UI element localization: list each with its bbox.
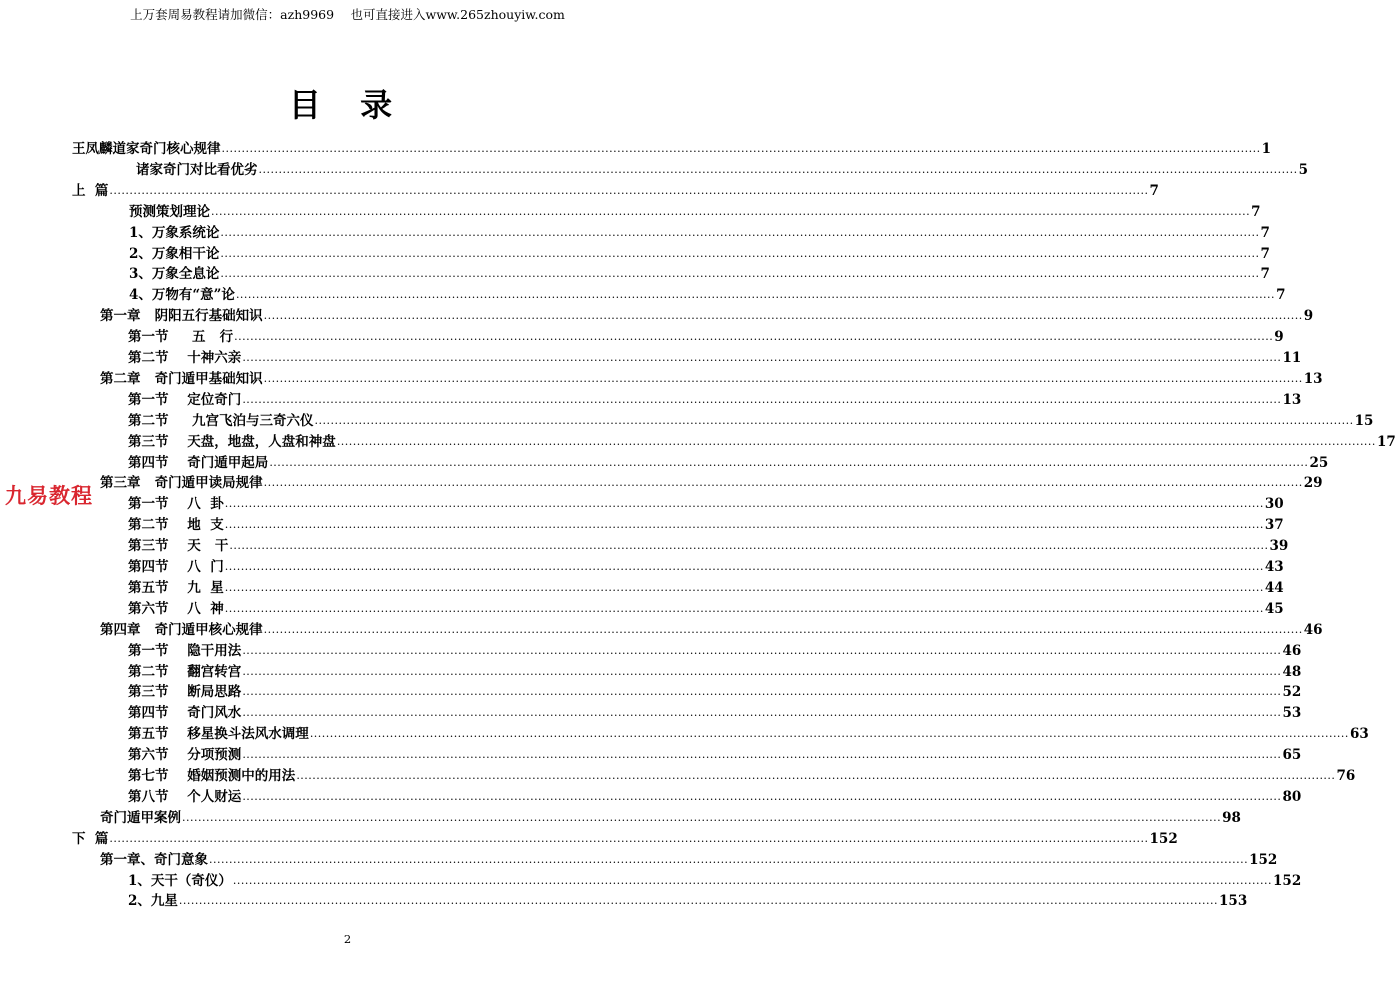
toc-entry-label: 第一节 五 行 [128, 329, 234, 346]
toc-entry-label: 第二节 十神六亲 [128, 350, 242, 366]
toc-entry-page: 44 [1264, 579, 1284, 596]
toc-entry[interactable] [128, 679, 1302, 701]
toc-entry-page: 7 [1251, 203, 1261, 220]
toc-entry[interactable] [128, 868, 1302, 889]
toc-entry-label: 第四节 八 门 [128, 559, 224, 575]
toc-leader-dots: .................................................................................................................................................................................................................................................................... [336, 434, 1376, 448]
page-title: 目 录 [288, 86, 407, 124]
toc-entry-page: 37 [1264, 517, 1284, 534]
toc-entry-page: 152 [1273, 872, 1302, 889]
toc-entry[interactable] [100, 470, 1323, 492]
toc-entry-label: 第八节 个人财运 [128, 788, 242, 805]
toc-entry-page: 7 [1260, 224, 1270, 241]
toc-entry-page: 45 [1264, 600, 1284, 617]
toc-entry[interactable] [72, 826, 1178, 847]
toc-entry-page: 7 [1260, 245, 1270, 262]
toc-entry[interactable] [100, 847, 1278, 868]
toc-entry[interactable] [128, 450, 1329, 471]
toc-entry-label: 第三章 奇门遁甲读局规律 [100, 475, 263, 492]
toc-entry-page: 52 [1282, 684, 1302, 701]
toc-entry[interactable] [129, 261, 1270, 283]
toc-entry[interactable] [128, 659, 1302, 680]
toc-entry-label: 第五节 移星换斗法风水调理 [128, 726, 309, 743]
toc-leader-dots: .................................................................................................................................................................................................................................................................... [234, 330, 1274, 344]
toc-entry-page: 48 [1282, 663, 1302, 680]
toc-entry[interactable] [100, 366, 1323, 387]
toc-entry-label: 第二节 翻宫转宫 [128, 663, 242, 680]
page-header: 上万套周易教程请加微信：azh9969 也可直接进入www.265zhouyiw.com [130, 7, 565, 22]
toc-entry[interactable] [100, 303, 1314, 325]
toc-entry-label: 2、九星 [128, 893, 178, 910]
toc-entry-label: 第四章 奇门遁甲核心规律 [100, 621, 263, 638]
toc-leader-dots: .................................................................................................................................................................................................................................................................... [224, 580, 1264, 594]
toc-entry-page: 63 [1349, 726, 1369, 743]
toc-leader-dots: .................................................................................................................................................................................................................................................................... [220, 267, 1260, 281]
toc-entry-page: 80 [1282, 788, 1302, 805]
toc-entry-label: 第五节 九 星 [128, 579, 224, 596]
watermark: 九易教程 [5, 484, 93, 508]
page-number: 2 [343, 932, 352, 946]
toc-leader-dots: .................................................................................................................................................................................................................................................................... [221, 142, 1261, 155]
toc-entry[interactable] [128, 512, 1284, 534]
toc-leader-dots: .................................................................................................................................................................................................................................................................... [242, 664, 1282, 678]
toc-entry[interactable] [128, 324, 1284, 346]
toc-leader-dots: .................................................................................................................................................................................................................................................................... [242, 643, 1282, 657]
toc-entry-page: 15 [1354, 412, 1374, 429]
toc-leader-dots: .................................................................................................................................................................................................................................................................... [224, 497, 1264, 511]
toc-entry-page: 76 [1336, 768, 1356, 784]
toc-entry-label: 第四节 奇门风水 [128, 705, 242, 722]
toc-leader-dots: .................................................................................................................................................................................................................................................................... [209, 852, 1249, 866]
toc-entry-page: 152 [1249, 851, 1278, 868]
toc-entry-page: 65 [1282, 747, 1302, 764]
toc-entry[interactable] [72, 136, 1272, 157]
toc-entry-label: 王凤麟道家奇门核心规律 [72, 141, 221, 157]
toc-entry[interactable] [72, 178, 1159, 199]
toc-entry[interactable] [129, 241, 1270, 262]
toc-entry-page: 7 [1260, 266, 1270, 283]
toc-leader-dots: .................................................................................................................................................................................................................................................................... [224, 560, 1264, 573]
toc-entry-label: 1、天干（奇仪） [128, 872, 232, 889]
toc-entry[interactable] [128, 491, 1284, 513]
toc-entry-page: 153 [1219, 893, 1248, 910]
toc-entry-page: 29 [1303, 475, 1323, 492]
toc-entry[interactable] [128, 345, 1302, 366]
toc-entry[interactable] [128, 533, 1289, 555]
toc-entry-label: 第一节 定位奇门 [128, 391, 242, 408]
toc-entry[interactable] [100, 617, 1323, 638]
toc-entry-page: 17 [1376, 433, 1396, 450]
toc-leader-dots: .................................................................................................................................................................................................................................................................... [263, 476, 1303, 490]
toc-leader-dots: .................................................................................................................................................................................................................................................................... [309, 727, 1349, 741]
toc-leader-dots: .................................................................................................................................................................................................................................................................... [242, 748, 1282, 762]
toc-entry-page: 46 [1282, 642, 1302, 659]
toc-leader-dots: .................................................................................................................................................................................................................................................................... [242, 392, 1282, 406]
toc-entry-label: 第一章、奇门意象 [100, 851, 208, 868]
toc-leader-dots: .................................................................................................................................................................................................................................................................... [263, 309, 1303, 323]
toc-entry-page: 46 [1303, 621, 1323, 638]
toc-entry-label: 第三节 断局思路 [128, 684, 242, 701]
toc-entry-page: 39 [1269, 538, 1289, 555]
toc-entry[interactable] [128, 554, 1284, 575]
toc-entry-page: 30 [1264, 496, 1284, 513]
toc-entry[interactable] [128, 575, 1284, 596]
toc-entry-page: 7 [1149, 182, 1159, 199]
toc-leader-dots: .................................................................................................................................................................................................................................................................... [109, 183, 1149, 197]
toc-entry[interactable] [128, 596, 1284, 617]
toc-entry[interactable] [128, 721, 1369, 743]
toc-leader-dots: .................................................................................................................................................................................................................................................................... [229, 539, 1269, 553]
toc-entry-label: 奇门遁甲案例 [100, 809, 181, 826]
toc-entry[interactable] [129, 220, 1270, 241]
toc-entry-label: 第一节 八 卦 [128, 496, 224, 513]
toc-entry-page: 25 [1309, 454, 1329, 471]
toc-leader-dots: .................................................................................................................................................................................................................................................................... [242, 351, 1282, 364]
toc-entry-label: 1、万象系统论 [129, 224, 220, 241]
toc-leader-dots: .................................................................................................................................................................................................................................................................... [242, 789, 1282, 803]
toc-entry[interactable] [128, 763, 1356, 784]
toc-entry-label: 第二节 九宫飞泊与三奇六仪 [128, 412, 314, 429]
toc-entry[interactable] [128, 700, 1302, 722]
toc-entry[interactable] [128, 408, 1374, 429]
toc-leader-dots: .................................................................................................................................................................................................................................................................... [220, 225, 1260, 239]
toc-leader-dots: .................................................................................................................................................................................................................................................................... [263, 622, 1303, 636]
toc-entry[interactable] [129, 199, 1261, 220]
toc-leader-dots: .................................................................................................................................................................................................................................................................... [269, 455, 1309, 469]
toc-entry-label: 第六节 八 神 [128, 600, 224, 617]
toc-leader-dots: .................................................................................................................................................................................................................................................................... [182, 810, 1222, 824]
toc-entry-page: 152 [1149, 830, 1178, 847]
toc-entry[interactable] [100, 805, 1241, 826]
toc-entry-label: 第三节 天盘，地盘，人盘和神盘 [128, 433, 336, 450]
toc-entry-page: 11 [1282, 350, 1302, 366]
toc-entry-label: 下 篇 [72, 830, 109, 847]
toc-entry-page: 9 [1303, 308, 1314, 325]
toc-leader-dots: .................................................................................................................................................................................................................................................................... [296, 769, 1336, 782]
toc-entry[interactable] [128, 387, 1302, 408]
toc-leader-dots: .................................................................................................................................................................................................................................................................... [242, 706, 1282, 720]
toc-leader-dots: .................................................................................................................................................................................................................................................................... [178, 894, 1219, 908]
toc-leader-dots: .................................................................................................................................................................................................................................................................... [220, 246, 1260, 260]
toc-entry-label: 第一章 阴阳五行基础知识 [100, 308, 263, 325]
toc-leader-dots: .................................................................................................................................................................................................................................................................... [224, 601, 1264, 615]
toc-entry-label: 4、万物有“意”论 [129, 287, 235, 304]
toc-entry-page: 43 [1264, 559, 1284, 575]
toc-entry[interactable] [128, 742, 1302, 764]
toc-entry-label: 第七节 婚姻预测中的用法 [128, 768, 296, 784]
toc-entry-page: 98 [1222, 809, 1241, 826]
toc-entry-label: 诸家奇门对比看优劣 [136, 161, 258, 178]
toc-leader-dots: .................................................................................................................................................................................................................................................................... [258, 162, 1298, 176]
toc-entry-page: 53 [1282, 705, 1302, 722]
toc-leader-dots: .................................................................................................................................................................................................................................................................... [211, 204, 1251, 218]
toc-entry-page: 9 [1274, 329, 1284, 346]
toc-entry-label: 2、万象相干论 [129, 245, 220, 262]
toc-entry-label: 预测策划理论 [129, 203, 210, 220]
toc-entry-label: 3、万象全息论 [129, 266, 220, 283]
toc-entry-page: 13 [1303, 370, 1323, 387]
toc-leader-dots: .................................................................................................................................................................................................................................................................... [242, 685, 1282, 699]
toc-leader-dots: .................................................................................................................................................................................................................................................................... [109, 831, 1149, 845]
toc-entry-page: 1 [1261, 141, 1272, 157]
toc-leader-dots: .................................................................................................................................................................................................................................................................... [263, 371, 1303, 385]
toc-entry-label: 第二章 奇门遁甲基础知识 [100, 370, 263, 387]
toc-entry-page: 5 [1298, 161, 1309, 178]
toc-entry[interactable] [129, 282, 1286, 304]
toc-leader-dots: .................................................................................................................................................................................................................................................................... [235, 288, 1276, 302]
toc-entry-label: 上 篇 [72, 182, 109, 199]
toc-entry[interactable] [128, 888, 1248, 910]
toc-leader-dots: .................................................................................................................................................................................................................................................................... [314, 413, 1354, 427]
toc-entry[interactable] [128, 429, 1396, 450]
toc-entry-label: 第三节 天 干 [128, 538, 229, 555]
toc-leader-dots: .................................................................................................................................................................................................................................................................... [232, 873, 1273, 887]
toc-entry[interactable] [128, 638, 1302, 659]
toc-entry[interactable] [128, 784, 1302, 805]
toc-entry[interactable] [136, 157, 1309, 178]
toc-leader-dots: .................................................................................................................................................................................................................................................................... [224, 518, 1264, 532]
toc-entry-label: 第四节 奇门遁甲起局 [128, 454, 269, 471]
toc-entry-page: 7 [1276, 287, 1286, 304]
toc-entry-page: 13 [1282, 391, 1302, 408]
toc-entry-label: 第二节 地 支 [128, 517, 224, 534]
toc-entry-label: 第一节 隐干用法 [128, 642, 242, 659]
toc-entry-label: 第六节 分项预测 [128, 747, 242, 764]
